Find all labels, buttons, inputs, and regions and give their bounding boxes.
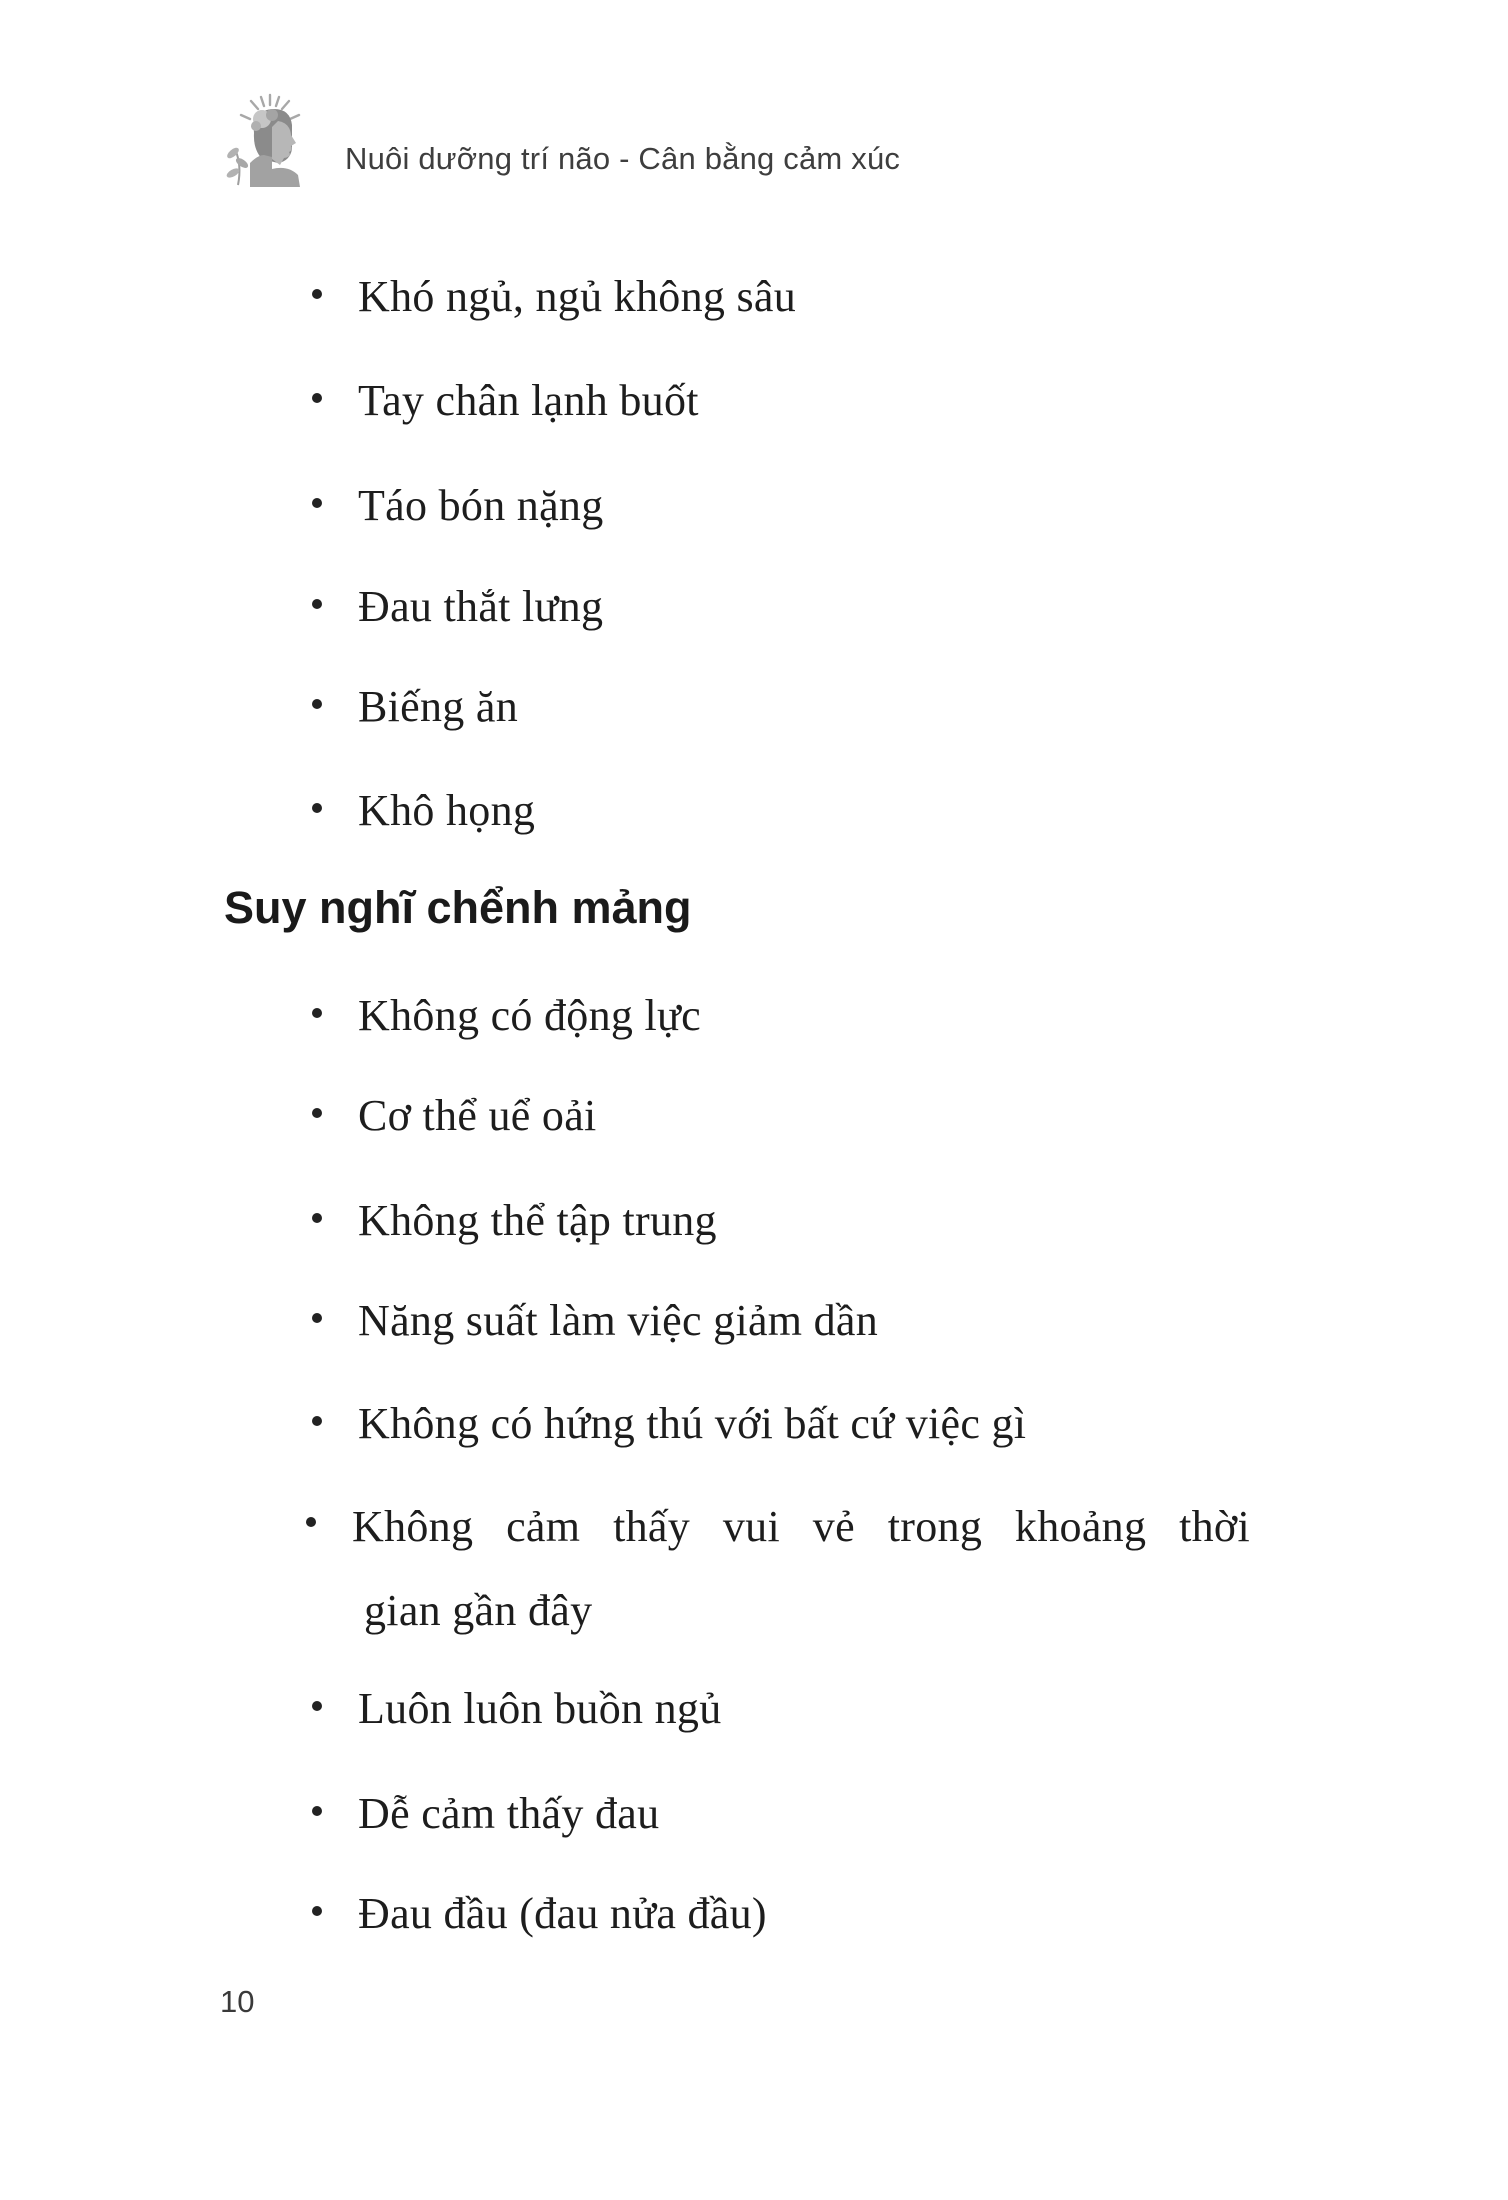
bullet-dot-icon <box>312 1806 322 1816</box>
list-item <box>312 365 699 429</box>
list-item-text: Không thể tập trung <box>358 1195 717 1245</box>
bullet-dot-icon <box>312 1213 322 1223</box>
list-item <box>312 571 603 635</box>
list-item-text: Khó ngủ, ngủ không sâu <box>358 271 797 321</box>
list-item <box>312 671 518 735</box>
bullet-dot-icon <box>312 289 322 299</box>
list-item-text: Dễ cảm thấy đau <box>358 1788 660 1838</box>
list-item <box>312 1778 659 1842</box>
bullet-dot-icon <box>312 393 322 403</box>
bullet-dot-icon <box>312 1701 322 1711</box>
list-item-text: Đau thắt lưng <box>358 581 604 631</box>
bullet-dot-icon <box>312 498 322 508</box>
list-item-text: Không có động lực <box>358 990 702 1040</box>
list-item <box>312 1185 717 1249</box>
list-item <box>312 1080 597 1144</box>
bullet-dot-icon <box>312 1416 322 1426</box>
list-item-text: Năng suất làm việc giảm dần <box>358 1295 879 1345</box>
bullet-dot-icon <box>312 699 322 709</box>
list-item-text: Khô họng <box>358 785 536 835</box>
list-item <box>312 1285 878 1349</box>
list-item-text: Tay chân lạnh buốt <box>358 375 699 425</box>
list-item-text: Cơ thể uể oải <box>358 1090 597 1140</box>
bullet-dot-icon <box>312 1008 322 1018</box>
list-item <box>312 775 535 839</box>
list-item <box>352 1491 1250 1555</box>
list-item <box>312 980 701 1044</box>
list-item-text: Táo bón nặng <box>358 480 604 530</box>
bullet-dot-icon <box>312 1313 322 1323</box>
bullet-dot-icon <box>312 1108 322 1118</box>
list-item-text: Luôn luôn buồn ngủ <box>358 1683 722 1733</box>
list-item-text: Đau đầu (đau nửa đầu) <box>358 1888 767 1938</box>
list-item-continuation <box>364 1575 592 1639</box>
list-item <box>312 1673 722 1737</box>
list-item-text: Không có hứng thú với bất cứ việc gì <box>358 1398 1027 1448</box>
list-item-text: Biếng ăn <box>358 681 519 731</box>
list-item <box>312 470 604 534</box>
bullet-dot-icon <box>312 1906 322 1916</box>
list-item <box>312 1878 767 1942</box>
bullet-dot-icon <box>312 803 322 813</box>
list-item <box>312 261 796 325</box>
list-item-text-line1: Không cảm thấy vui vẻ trong khoảng thời <box>352 1501 1250 1551</box>
list-item <box>312 1388 1026 1452</box>
section-heading: Suy nghĩ chểnh mảng <box>224 882 692 933</box>
woman-head-flower-rays-logo-icon <box>220 93 320 187</box>
bullet-dot-icon <box>312 599 322 609</box>
book-header-title: Nuôi dưỡng trí não - Cân bằng cảm xúc <box>345 141 901 176</box>
page-number: 10 <box>220 1984 255 2019</box>
list-item-text-line2: gian gần đây <box>364 1585 593 1635</box>
bullet-dot-icon <box>306 1517 316 1527</box>
